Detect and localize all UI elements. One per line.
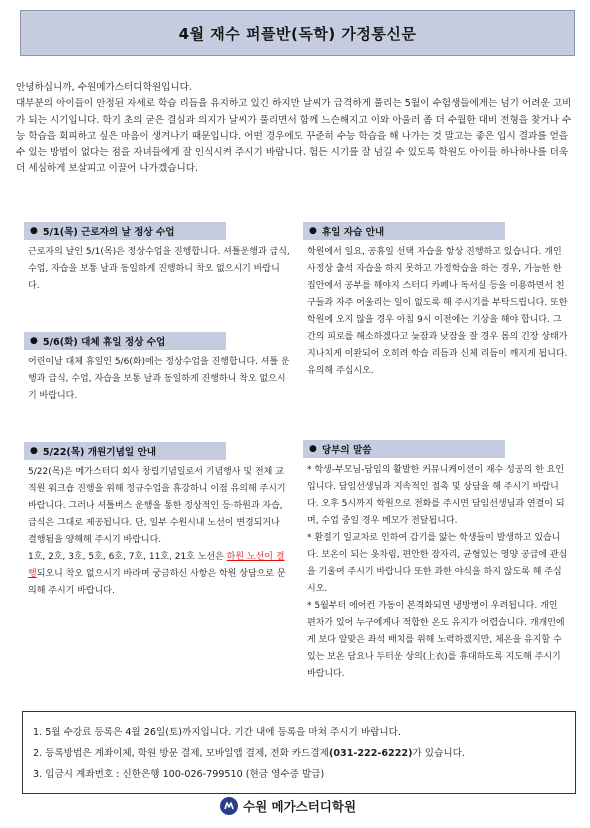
intro-body: 대부분의 아이들이 안정된 자세로 학습 리듬을 유지하고 있긴 하지만 날씨가 급격하게 풀리는 5월이 수험생들에게는 넘기 어려운 고비가 되는 시기입니다. 학기 초의 굳은 결심과 의지가 날씨가 풀리면서 함께 느슨해지고 이와 아울러 좀 더 수월한 대비 전형을 찾거나 수능 학습을 회피하고 싶은 마음이 생겨나기 때문입니다. 어떤 경우에도 꾸준히 수능 학습을 해 나가는 것 말고는 좋은 입시 결과를 얻을 수 있는 방법이 없다는 점을 자녀들에게 잘 인식시켜 주시기 바랍니다. 험든 시기를 잘 넘길 수 있도록 학원도 아이들 하나하나를 더욱 더 세심하게 보살피고 이끌어 나가겠습니다. bbox=[16, 98, 572, 175]
phone-number: (031-222-6222) bbox=[328, 748, 413, 759]
left-column bbox=[24, 222, 294, 600]
section-body: 학원에서 일요, 공휴일 선택 자습을 항상 진행하고 있습니다. 개인 사정상 출석 자습을 하지 못하고 가정학습을 하는 경우, 가능한 한 집안에서 공부를 해야지 스터디 카페나 독서실 등을 이용하면서 친구들과 자주 어울리는 일이 없도록 해 주시기를 부탁드립니다. 또한 학원에 오지 않을 경우 아침 9시 이전에는 기상을 해야 합니다. 그간의 피로를 해소하겠다고 늦잠과 낮잠을 잘 경우 몸의 긴장 상태가 지나치게 이완되어 오히려 학습 리듬과 신체 리듬이 깨지게 됩니다. 유의해 주십시오. bbox=[307, 247, 568, 376]
intro-text bbox=[16, 80, 576, 178]
cancelled-route-note: 하원 노선이 결행 bbox=[28, 552, 285, 579]
section-holiday-study bbox=[303, 222, 573, 432]
academy-name: 수원 메가스터디학원 bbox=[243, 799, 357, 814]
section-body: 어린이날 대체 휴일인 5/6(화)에는 정상수업을 진행합니다. 셔틀 운행과 급식, 수업, 자습을 보통 날과 동일하게 진행하니 착오 없으시기 바랍니다. bbox=[28, 357, 290, 401]
megastudy-logo-icon bbox=[220, 797, 238, 815]
section-substitute-holiday bbox=[24, 332, 294, 432]
section-labor-day bbox=[24, 222, 294, 322]
section-body: 5/22(목)은 메가스터디 회사 창립기념일로서 기념행사 및 전체 교직원 워크숍 진행을 위해 정규수업을 휴강하니 이점 유의해 주시기 바랍니다. 그러나 셔틀버스 운행을 통한 정상적인 등·하원과 자습, 급식은 그대로 제공됩니다. 단, 일부 수원시내 노선이 변경되거나 결행됨을 양해해 주시기 바랍니다. 1호, 2호, 3호, 5호, 6호, 7호, 11호, 21호 노선은 하원 노선이 결행되오니 착오 없으시기 바라며 궁금하신 사항은 학원 상담으로 문의해 주시기 바랍니다. bbox=[28, 467, 286, 596]
section-anniversary bbox=[24, 442, 294, 600]
section-body: * 학생-부모님-담임의 활발한 커뮤니케이션이 재수 성공의 한 요인입니다. 담임선생님과 지속적인 접촉 및 상담을 해 주시기 바랍니다. 오후 5시까지 학원으로 전화를 주시면 담임선생님과 연결이 되며, 수업 중일 경우 메모가 전달됩니다. * 환절기 일교차로 인하여 감기를 앓는 학생들이 발생하고 있습니다. 보온이 되는 옷차림, 편안한 잠자리, 균형있는 영양 공급에 관심을 기울여 주시기 바랍니다 또한 과한 야식을 하지 않도록 해 주십시오. * 5월부터 에어컨 가동이 본격화되면 냉방병이 우려됩니다. 개인 편차가 있어 누구에게나 적합한 온도 유지가 어렵습니다. 개개인에게 보다 알맞은 좌석 배치를 위해 노력하겠지만, 체온을 유지할 수 있는 보온 담요나 두터운 상의(上衣)를 휴대하도록 지도해 주시기 바랍니다. bbox=[307, 465, 568, 679]
footer-logo bbox=[220, 797, 356, 815]
section-requests bbox=[303, 440, 573, 683]
bullet-icon: ● bbox=[30, 446, 38, 456]
section-heading: ● 당부의 말씀 bbox=[303, 440, 505, 458]
section-heading: ● 5/22(목) 개원기념일 안내 bbox=[24, 442, 226, 460]
intro-greeting: 안녕하십니까, 수원메가스터디학원입니다. bbox=[16, 82, 192, 93]
bullet-icon: ● bbox=[30, 226, 38, 236]
notice-line-1: 1. 5월 수강료 등록은 4월 26일(토)까지입니다. 기간 내에 등록을 마쳐 주시기 바랍니다. bbox=[33, 727, 401, 738]
notice-line-2: 2. 등록방법은 계좌이체, 학원 방문 결제, 모바일앱 결제, 전화 카드결제(031-222-6222)가 있습니다. bbox=[33, 748, 465, 759]
page-title-bar bbox=[20, 10, 575, 56]
section-body: 근로자의 날인 5/1(목)은 정상수업을 진행합니다. 셔틀운행과 급식, 수업, 자습을 보통 날과 동일하게 진행하니 착오 없으시기 바랍니다. bbox=[28, 247, 290, 291]
bullet-icon: ● bbox=[309, 226, 317, 236]
bullet-icon: ● bbox=[30, 336, 38, 346]
registration-notice-box bbox=[22, 711, 576, 794]
section-heading: ● 휴일 자습 안내 bbox=[303, 222, 505, 240]
section-heading: ● 5/6(화) 대체 휴일 정상 수업 bbox=[24, 332, 226, 350]
section-heading: ● 5/1(목) 근로자의 날 정상 수업 bbox=[24, 222, 226, 240]
page-title: 4월 재수 퍼플반(독학) 가정통신문 bbox=[178, 24, 417, 43]
bullet-icon: ● bbox=[309, 444, 317, 454]
right-column bbox=[303, 222, 573, 683]
notice-line-3: 3. 입금시 계좌번호 : 신한은행 100-026-799510 (현금 영수증 발급) bbox=[33, 769, 325, 780]
